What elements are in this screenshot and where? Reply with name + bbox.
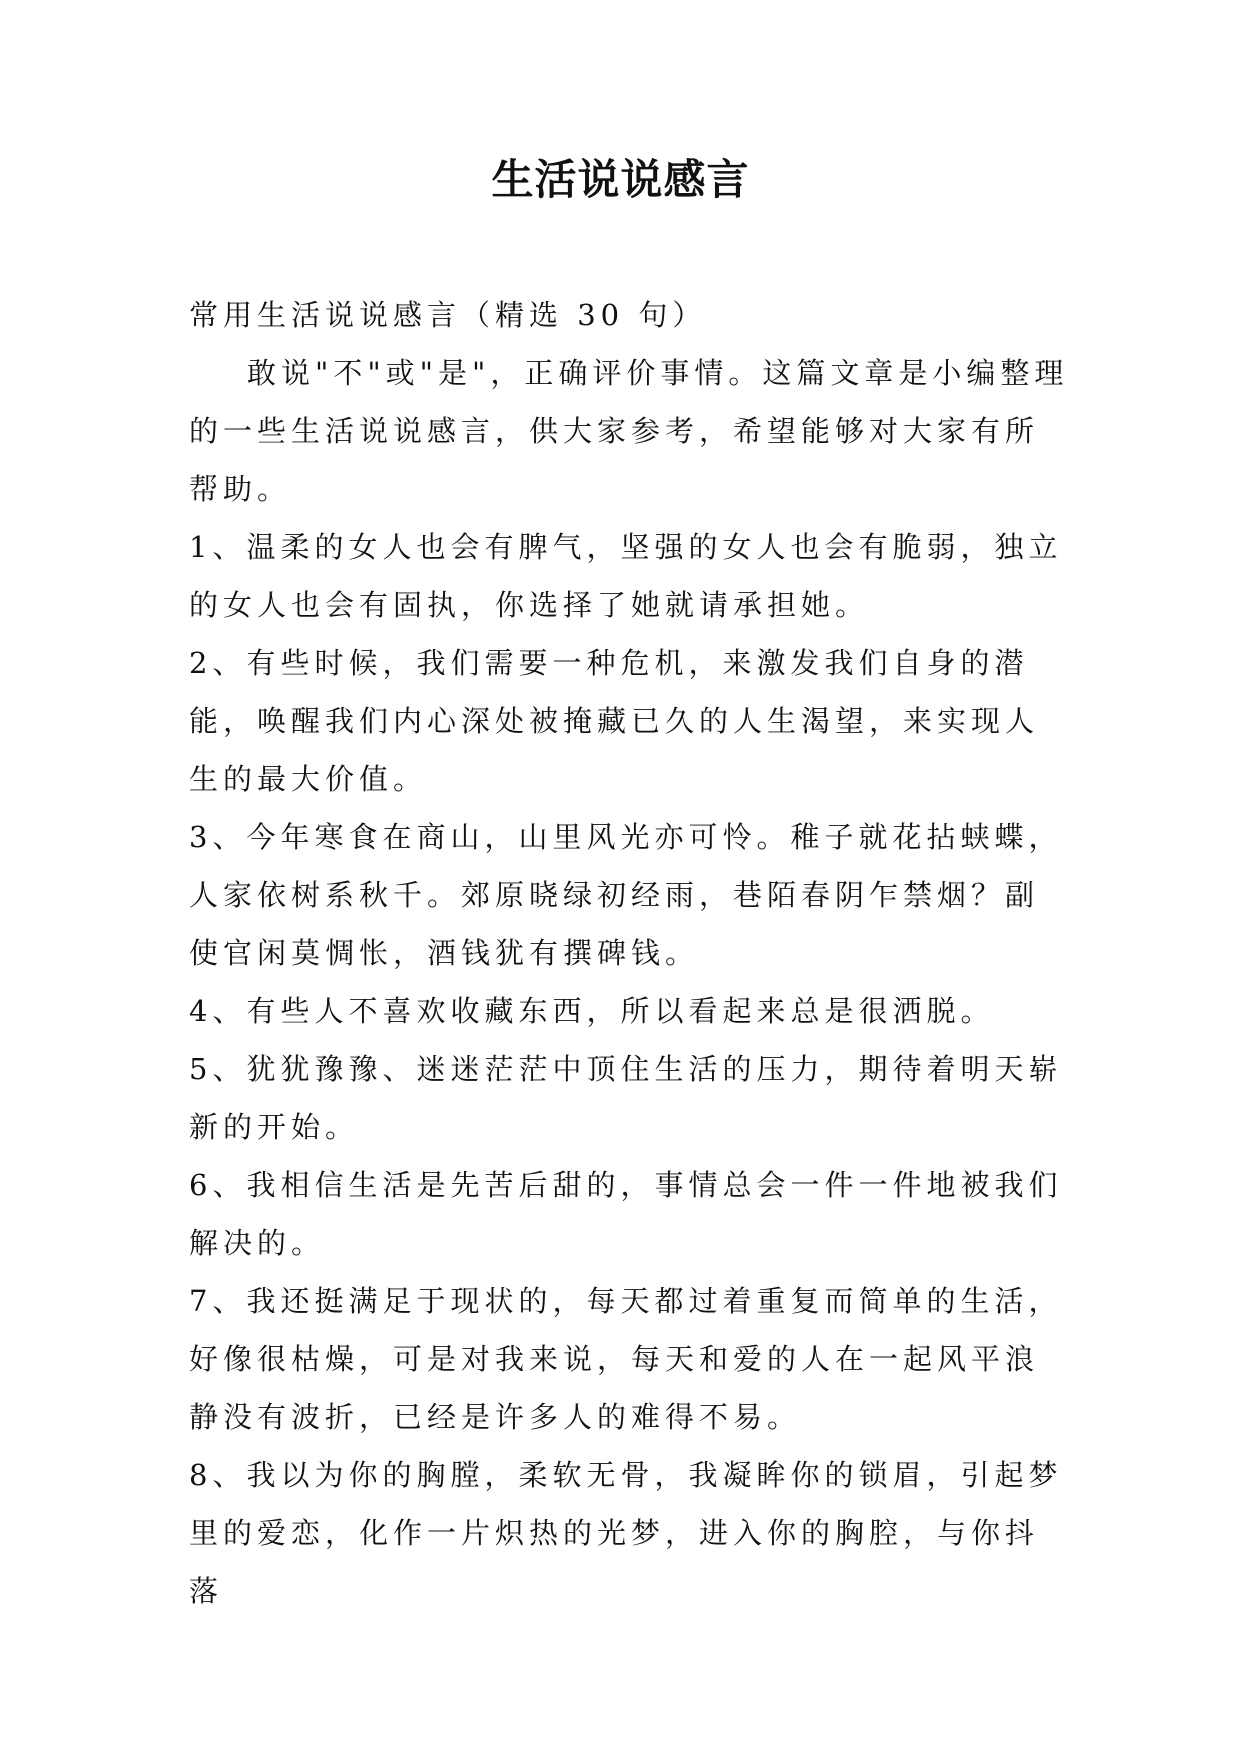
list-item: 7、我还挺满足于现状的，每天都过着重复而简单的生活，好像很枯燥，可是对我来说，每天和爱的人在一起风平浪静没有波折，已经是许多人的难得不易。	[189, 1284, 1063, 1434]
list-item: 2、有些时候，我们需要一种危机，来激发我们自身的潜能，唤醒我们内心深处被掩藏已久的人生渴望，来实现人生的最大价值。	[189, 646, 1040, 796]
list-item: 8、我以为你的胸膛，柔软无骨，我凝眸你的锁眉，引起梦里的爱恋，化作一片炽热的光梦，进入你的胸腔，与你抖落	[189, 1458, 1063, 1608]
list-item: 5、犹犹豫豫、迷迷茫茫中顶住生活的压力，期待着明天崭新的开始。	[189, 1052, 1063, 1144]
document-title: 生活说说感言	[491, 155, 750, 204]
intro-paragraph: 敢说"不"或"是"，正确评价事情。这篇文章是小编整理的一些生活说说感言，供大家参考，希望能够对大家有所帮助。	[189, 356, 1069, 506]
document-body	[189, 286, 1069, 1620]
list-item: 3、今年寒食在商山，山里风光亦可怜。稚子就花拈蛱蝶，人家依树系秋千。郊原晓绿初经雨，巷陌春阴乍禁烟？副使官闲莫惆怅，酒钱犹有撰碑钱。	[189, 820, 1063, 970]
list-item: 4、有些人不喜欢收藏东西，所以看起来总是很洒脱。	[189, 994, 995, 1028]
list-item: 1、温柔的女人也会有脾气，坚强的女人也会有脆弱，独立的女人也会有固执，你选择了她就请承担她。	[189, 530, 1063, 622]
document-subtitle: 常用生活说说感言（精选 30 句）	[189, 298, 707, 332]
list-item: 6、我相信生活是先苦后甜的，事情总会一件一件地被我们解决的。	[189, 1168, 1063, 1260]
